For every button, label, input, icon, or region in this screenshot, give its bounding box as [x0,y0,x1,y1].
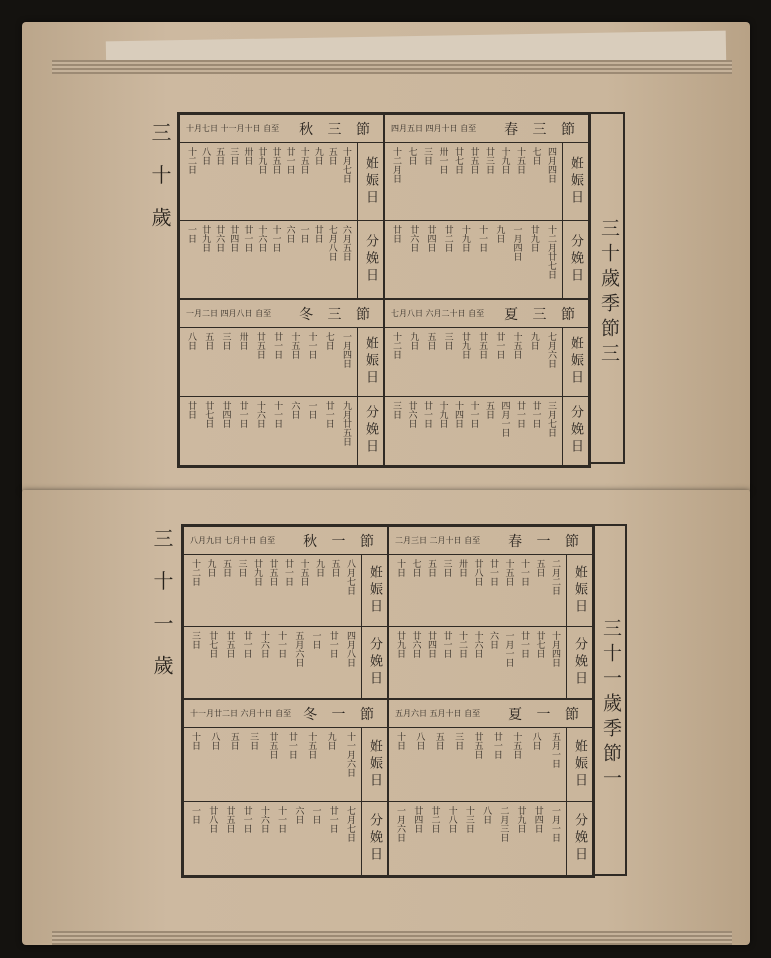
date-cell: 五月六日 [293,630,304,667]
date-cell: 十日 [190,732,200,750]
date-cell: 三日 [453,732,464,750]
date-cell: 廿九日 [256,147,267,174]
season-header [184,700,387,728]
date-cell: 十一日 [468,400,479,428]
date-cell: 三月七日 [546,400,556,437]
date-cell: 三日 [236,559,247,577]
date-cell: 廿九日 [528,224,539,252]
date-cell: 廿五日 [254,332,265,359]
date-cell: 十一日 [276,805,287,833]
season-dates: 七月八日 六月二十日 自至 [391,309,485,318]
date-cell: 十一日 [270,224,281,252]
date-cell: 廿九日 [252,559,262,586]
date-cell: 七月六日 [545,332,556,368]
birth-label: 分娩日 [357,397,383,466]
birth-row [180,397,383,466]
date-cell: 五日 [221,559,231,577]
pregnancy-label: 姙娠日 [361,555,387,626]
birth-dates [180,221,357,299]
date-cell: 卅一日 [437,147,448,174]
date-cell: 廿一日 [242,224,253,252]
date-cell: 五月一日 [550,732,560,768]
date-cell: 一月四日 [340,332,351,368]
date-cell: 七日 [406,147,417,165]
date-cell: 九日 [312,147,323,165]
date-cell: 十日 [395,559,405,577]
date-cell: 六日 [284,224,295,243]
date-cell: 八日 [414,732,425,750]
birth-dates [184,627,361,699]
season-header [180,115,383,143]
calendar-grid-bottom [181,524,595,878]
date-cell: 十一月六日 [345,732,355,777]
date-cell: 七月八日 [326,224,337,261]
date-cell: 廿四日 [425,224,436,252]
date-cell: 廿一日 [272,332,283,359]
pregnancy-dates [385,143,562,220]
season-dates: 一月二日 四月八日 自至 [186,309,272,318]
date-cell: 九日 [528,332,539,350]
date-cell: 十二月廿七日 [545,224,556,279]
pregnancy-dates [180,143,357,220]
birth-row [389,627,592,699]
date-cell: 一月一日 [503,630,514,667]
date-cell: 七日 [410,559,421,577]
pregnancy-label: 姙娠日 [357,143,383,220]
date-cell: 廿七日 [203,400,214,428]
pregnancy-row [385,328,588,397]
season-header [184,527,387,555]
date-cell: 十一日 [519,559,529,586]
season-header [389,700,592,728]
date-cell: 三日 [442,332,453,350]
pregnancy-row [385,143,588,221]
date-cell: 四月一日 [499,400,510,437]
date-cell: 九日 [408,332,419,350]
season-header [385,115,588,143]
date-cell: 三日 [248,732,259,750]
pregnancy-row [389,728,592,802]
date-cell: 八日 [209,732,220,750]
date-cell: 廿九日 [200,224,211,252]
date-cell: 十五日 [511,332,522,359]
date-cell: 廿四日 [426,630,436,658]
date-cell: 廿四日 [228,224,239,252]
date-cell: 十五日 [306,732,317,759]
birth-dates [184,802,361,876]
date-cell: 十二日 [186,147,196,174]
season-block [388,526,593,699]
season-name: 夏 三 節 [504,306,580,323]
pregnancy-dates [389,728,566,801]
date-cell: 七日 [323,332,334,350]
pregnancy-dates [385,328,562,396]
date-cell: 八日 [481,805,492,824]
date-cell: 廿日 [312,224,323,243]
birth-row [184,802,387,876]
date-cell: 五日 [534,559,545,577]
date-cell: 廿六日 [410,630,421,658]
date-cell: 八日 [186,332,196,350]
date-cell: 廿一日 [286,732,297,759]
side-heading-bottom: 三 十 一 歲 [150,528,174,684]
birth-row [184,627,387,699]
table-title-top: 三十歲季節三 [589,112,625,464]
date-cell: 十一日 [477,224,488,252]
date-cell: 廿一日 [441,630,452,658]
birth-label: 分娩日 [357,221,383,299]
date-cell: 十五日 [511,732,522,759]
season-block [388,699,593,876]
date-cell: 廿一日 [241,630,252,658]
date-cell: 五日 [433,732,444,750]
date-cell: 二月三日 [498,805,509,842]
date-cell: 廿一日 [494,332,505,359]
date-cell: 九日 [494,224,505,243]
date-cell: 一月六日 [395,805,405,842]
date-cell: 六日 [289,400,300,419]
date-cell: 卅日 [242,147,253,165]
date-cell: 廿五日 [224,630,235,658]
season-header [389,527,592,555]
season-dates: 十一月廿二日 六月十日 自至 [190,709,292,718]
pregnancy-row [180,143,383,221]
date-cell: 一日 [306,400,317,419]
date-cell: 一日 [190,805,200,824]
side-heading-top: 三 十 歲 [148,122,172,235]
date-cell: 廿五日 [472,732,483,759]
birth-row [180,221,383,299]
date-cell: 廿五日 [224,805,235,833]
birth-dates [385,397,562,466]
season-name: 冬 三 節 [299,306,375,323]
date-cell: 十一日 [276,630,287,658]
date-cell: 一日 [310,805,321,824]
birth-label: 分娩日 [361,627,387,699]
birth-row [389,802,592,876]
date-cell: 十四日 [453,400,463,428]
pregnancy-row [184,555,387,627]
date-cell: 十一日 [306,332,317,359]
pregnancy-label: 姙娠日 [566,728,592,801]
date-cell: 十九日 [437,400,448,428]
date-cell: 十月四日 [550,630,560,667]
date-cell: 九月廿五日 [340,400,351,446]
date-cell: 廿八日 [207,805,218,833]
date-cell: 十三日 [463,805,474,833]
date-cell: 一日 [298,224,309,243]
birth-label: 分娩日 [562,221,588,299]
pregnancy-label: 姙娠日 [566,555,592,626]
pregnancy-label: 姙娠日 [357,328,383,396]
date-cell: 五日 [484,400,494,419]
date-cell: 十二日 [391,332,401,359]
page-edge-top [52,60,732,74]
pregnancy-dates [184,728,361,801]
season-name: 春 三 節 [504,121,580,138]
date-cell: 廿七日 [534,630,545,658]
season-name: 夏 一 節 [508,706,584,723]
pregnancy-row [180,328,383,397]
pregnancy-row [184,728,387,802]
date-cell: 廿二日 [442,224,453,252]
date-cell: 九日 [205,559,216,577]
date-cell: 廿三日 [484,147,494,174]
pregnancy-label: 姙娠日 [562,143,588,220]
date-cell: 十一日 [272,400,283,428]
date-cell: 廿日 [391,224,401,243]
pregnancy-dates [389,555,566,626]
date-cell: 廿七日 [207,630,218,658]
date-cell: 廿五日 [270,147,281,174]
date-cell: 五日 [326,147,337,165]
season-block [384,114,589,299]
date-cell: 十六日 [258,630,269,658]
pregnancy-dates [184,555,361,626]
date-cell: 廿一日 [422,400,432,428]
date-cell: 三日 [441,559,452,577]
date-cell: 廿一日 [488,559,498,586]
date-cell: 五日 [425,332,436,350]
date-cell: 四月八日 [344,630,355,667]
date-cell: 廿六日 [408,224,419,252]
date-cell: 七日 [530,147,541,165]
date-cell: 卅日 [237,332,248,350]
season-name: 春 一 節 [508,533,584,550]
date-cell: 廿五日 [468,147,479,174]
birth-label: 分娩日 [566,627,592,699]
season-header [385,300,588,328]
date-cell: 六日 [488,630,498,649]
date-cell: 三日 [190,630,200,649]
season-block [384,299,589,466]
date-cell: 廿二日 [429,805,440,833]
date-cell: 廿一日 [491,732,502,759]
page-edge-bottom [52,931,732,945]
date-cell: 廿九日 [395,630,405,658]
calendar-grid-top [177,112,591,468]
date-cell: 八日 [200,147,211,165]
date-cell: 廿四日 [532,805,543,833]
date-cell: 廿四日 [412,805,423,833]
date-cell: 八月七日 [345,559,355,595]
birth-row [385,221,588,299]
date-cell: 廿五日 [267,732,278,759]
date-cell: 五日 [329,559,340,577]
date-cell: 廿一日 [519,630,529,658]
date-cell: 六月五日 [340,224,351,261]
date-cell: 十六日 [256,224,267,252]
birth-dates [385,221,562,299]
date-cell: 十九日 [499,147,510,174]
date-cell: 廿七日 [453,147,463,174]
date-cell: 十六日 [258,805,269,833]
date-cell: 十日 [395,732,405,750]
date-cell: 一日 [186,224,196,243]
date-cell: 廿一日 [327,630,338,658]
date-cell: 廿一日 [323,400,334,428]
date-cell: 廿八日 [472,559,483,586]
date-cell: 廿一日 [327,805,338,833]
date-cell: 廿六日 [214,224,225,252]
season-block [179,299,384,466]
date-cell: 廿五日 [477,332,488,359]
date-cell: 廿一日 [515,400,525,428]
season-dates: 二月三日 二月十日 自至 [395,536,481,545]
date-cell: 三日 [228,147,239,165]
date-cell: 廿一日 [530,400,541,428]
date-cell: 十月七日 [340,147,351,183]
date-cell: 廿六日 [406,400,417,428]
date-cell: 三日 [220,332,231,350]
season-block [183,699,388,876]
date-cell: 十五日 [289,332,300,359]
date-cell: 廿一日 [283,559,293,586]
pregnancy-label: 姙娠日 [562,328,588,396]
date-cell: 五日 [203,332,214,350]
date-cell: 十二日 [190,559,200,586]
season-header [180,300,383,328]
season-name: 冬 一 節 [303,706,379,723]
date-cell: 二月二日 [550,559,560,595]
date-cell: 六日 [293,805,304,824]
date-cell: 三日 [422,147,432,165]
date-cell: 十二日 [457,630,467,658]
pregnancy-row [389,555,592,627]
season-dates: 八月九日 七月十日 自至 [190,536,276,545]
date-cell: 一月一日 [549,805,560,842]
birth-dates [389,627,566,699]
table-title-bottom: 三十一歲季節一 [593,524,627,876]
date-cell: 十六日 [254,400,265,428]
birth-row [385,397,588,466]
date-cell: 十五日 [503,559,514,586]
pregnancy-dates [180,328,357,396]
date-cell: 十二月日 [391,147,401,183]
date-cell: 五日 [426,559,436,577]
season-name: 秋 三 節 [299,121,375,138]
date-cell: 十六日 [472,630,483,658]
season-dates: 十月七日 十一月十日 自至 [186,124,280,133]
date-cell: 廿一日 [284,147,295,174]
date-cell: 七月七日 [344,805,355,842]
season-block [179,114,384,299]
date-cell: 五日 [214,147,225,165]
date-cell: 廿九日 [459,332,470,359]
date-cell: 十五日 [298,559,309,586]
date-cell: 十五日 [515,147,525,174]
birth-dates [389,802,566,876]
season-block [183,526,388,699]
date-cell: 一月四日 [511,224,522,261]
season-dates: 四月五日 四月十日 自至 [391,124,477,133]
date-cell: 五日 [228,732,239,750]
birth-label: 分娩日 [566,802,592,876]
date-cell: 三日 [391,400,401,419]
birth-label: 分娩日 [361,802,387,876]
birth-dates [180,397,357,466]
date-cell: 四月四日 [546,147,556,183]
date-cell: 九日 [314,559,324,577]
date-cell: 廿九日 [515,805,526,833]
date-cell: 十八日 [446,805,457,833]
date-cell: 廿日 [186,400,196,419]
date-cell: 廿一日 [237,400,248,428]
date-cell: 廿五日 [267,559,278,586]
season-dates: 五月六日 五月十日 自至 [395,709,481,718]
season-name: 秋 一 節 [303,533,379,550]
pregnancy-label: 姙娠日 [361,728,387,801]
date-cell: 十九日 [459,224,470,252]
date-cell: 廿四日 [220,400,231,428]
date-cell: 十五日 [298,147,309,174]
date-cell: 廿一日 [241,805,252,833]
date-cell: 九日 [325,732,336,750]
date-cell: 一日 [310,630,321,649]
date-cell: 卅日 [457,559,467,577]
birth-label: 分娩日 [562,397,588,466]
date-cell: 八日 [530,732,541,750]
